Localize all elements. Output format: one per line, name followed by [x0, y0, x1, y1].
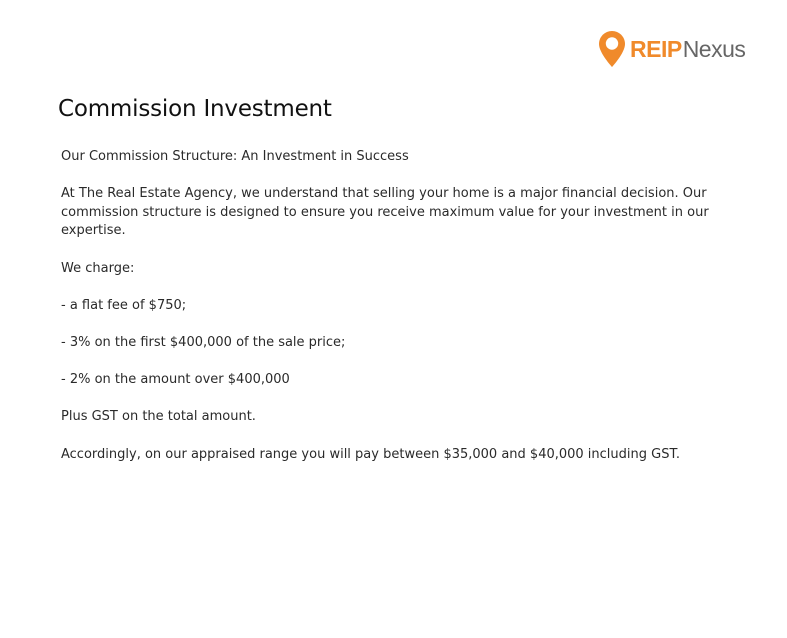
document-body [61, 148, 711, 483]
brand-name-secondary: Nexus [682, 35, 746, 62]
appraised-range-paragraph: Accordingly, on our appraised range you will pay between $35,000 and $40,000 including GST. [61, 446, 681, 462]
charge-item-flat-fee: - a flat fee of $750; [61, 297, 187, 313]
brand-logo [598, 30, 745, 68]
brand-name [630, 35, 746, 62]
gst-note-paragraph: Plus GST on the total amount. [61, 409, 256, 425]
agency-description-paragraph: At The Real Estate Agency, we understand that selling your home is a major financial decision. Our commission structure is designed to ensure you receive maximum value for your investment in our expertise. [61, 186, 709, 239]
brand-name-primary: REIP [630, 35, 682, 62]
intro-heading-paragraph: Our Commission Structure: An Investment in Success [61, 149, 409, 164]
map-pin-icon [598, 30, 626, 68]
charges-intro-paragraph: We charge: [61, 260, 135, 276]
page-title: Commission Investment [58, 96, 332, 122]
charge-item-second-tier: - 2% on the amount over $400,000 [61, 372, 290, 388]
charge-item-first-tier: - 3% on the first $400,000 of the sale price; [61, 334, 346, 350]
